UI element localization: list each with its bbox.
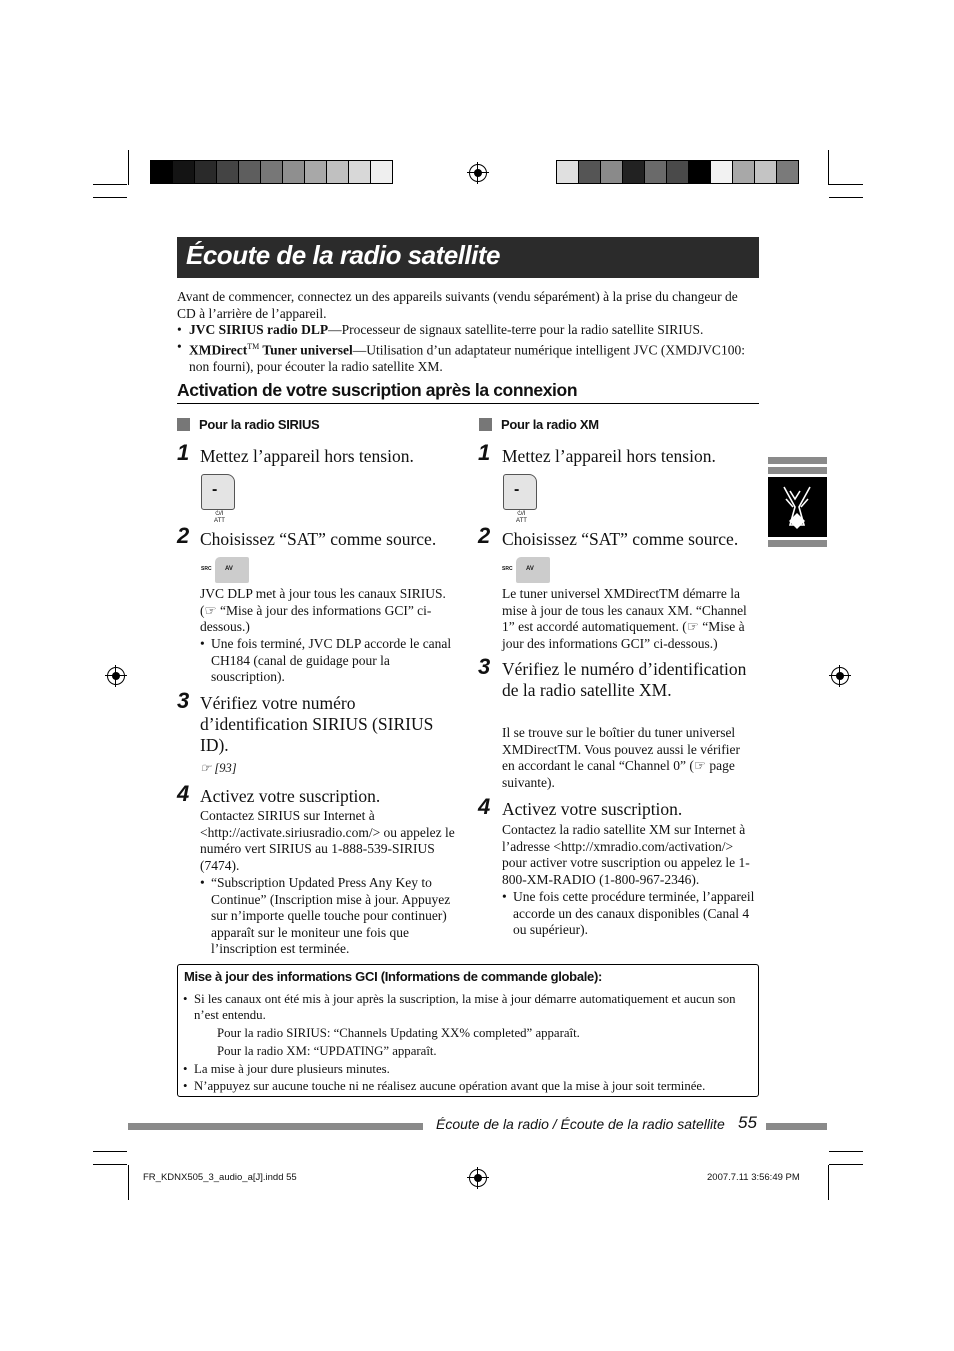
trademark: TM [247, 341, 260, 351]
crop-mark [93, 184, 127, 185]
step-number: 4 [177, 781, 190, 806]
xm-step4-bullet: • Une fois cette procédure terminée, l’appareil accorde un des canaux disponibles (Canal 4 ou supérieur). [502, 889, 755, 937]
bullet-text: —Processeur de signaux satellite-terre pour la radio satellite SIRIUS. [328, 322, 704, 337]
footer-bar [128, 1123, 423, 1130]
xm-step2: Choisissez “SAT” comme source. [502, 529, 739, 549]
side-tab-stripe [768, 457, 827, 464]
crop-mark [128, 150, 129, 185]
page-title: Écoute de la radio satellite [186, 240, 500, 270]
crop-mark [93, 1164, 127, 1165]
gci-info-box [177, 964, 759, 1097]
step-number: 3 [478, 654, 491, 679]
sirius-step2-bullet: • Une fois terminé, JVC DLP accorde le canal CH184 (canal de guidage pour la souscription). [200, 636, 452, 684]
subheading-text: Pour la radio SIRIUS [199, 417, 320, 432]
xm-step4-text: Contactez la radio satellite XM sur Internet à l’adresse <http://xmradio.com/activation/> pour activer votre suscription ou appelez le 1-800-XM-RADIO (1-800-967-2346). [502, 822, 750, 887]
minus-label: - [514, 481, 520, 498]
xm-step3: Vérifiez le numéro d’identification de la radio satellite XM. [502, 659, 747, 700]
crop-mark [93, 1151, 127, 1152]
xm-step2-text: Le tuner universel XMDirectTM démarre la mise à jour de tous les canaux XM. “Channel 1” est accordé automatiquement. (☞ “Mise à jour des informations GCI” ci-dessous.) [502, 586, 747, 651]
step-number: 2 [177, 523, 190, 548]
step-number: 2 [478, 523, 491, 548]
intro [177, 289, 759, 375]
sirius-step3-ref[interactable]: ☞ [93] [200, 761, 237, 775]
registration-mark [107, 667, 125, 685]
crop-mark [829, 197, 863, 198]
crop-mark [828, 150, 829, 185]
intro-bullet: • JVC SIRIUS radio DLP—Processeur de signaux satellite-terre pour la radio satellite SIRIUS. [177, 322, 704, 337]
color-bar-right [556, 160, 799, 184]
gci-bullet: • N’appuyez sur aucune touche ni ne réalisez aucune opération avant que la mise à jour soit terminée. [183, 1079, 706, 1093]
gci-line-sirius: Pour la radio SIRIUS: “Channels Updating XX% completed” apparaît. [217, 1026, 580, 1040]
subheading-text: Pour la radio XM [501, 417, 599, 432]
crop-mark [829, 184, 863, 185]
registration-mark [469, 1169, 487, 1187]
side-tab-stripe [768, 467, 827, 474]
square-icon [479, 418, 492, 431]
crop-mark [93, 197, 127, 198]
step-number: 1 [177, 440, 190, 465]
intro-text: Avant de commencer, connectez un des appareils suivants (vendu séparément) à la prise du changeur de CD à l’arrière de l’appareil. [177, 289, 738, 321]
crop-mark [829, 1151, 863, 1152]
power-button[interactable] [503, 474, 537, 510]
src-label: SRC [201, 566, 212, 572]
section-heading: Activation de votre suscription après la connexion [177, 380, 759, 404]
minus-label: - [212, 481, 218, 498]
src-label: SRC [502, 566, 513, 572]
footer-bar [766, 1123, 827, 1130]
power-button[interactable] [201, 474, 235, 510]
crop-mark [829, 1164, 863, 1165]
xm-step4: Activez votre suscription. [502, 799, 683, 819]
bullet-bold: JVC SIRIUS radio DLP [189, 322, 329, 337]
bullet-text: —Utilisation d’un adaptateur numérique intelligent JVC (XMDJVC100: non fourni), pour écouter la radio satellite XM. [189, 342, 745, 374]
src-av-button[interactable] [201, 557, 253, 583]
sirius-step1: Mettez l’appareil hors tension. [200, 446, 414, 466]
sirius-step4: Activez votre suscription. [200, 786, 381, 806]
crop-mark [128, 1165, 129, 1200]
sirius-step4-text: Contactez SIRIUS sur Internet à <http://activate.siriusradio.com/> ou appelez le numéro vert SIRIUS au 1-888-539-SIRIUS (7474). [200, 808, 455, 873]
slug-file: FR_KDNX505_3_audio_a[J].indd 55 [143, 1172, 297, 1183]
gci-heading: Mise à jour des informations GCI (Informations de commande globale): [184, 969, 603, 984]
footer-section: Écoute de la radio / Écoute de la radio satellite [436, 1116, 725, 1132]
step-number: 3 [177, 688, 190, 713]
sirius-subheading [177, 417, 319, 432]
step-number: 4 [478, 794, 491, 819]
sirius-step3: Vérifiez votre numéro d’identification SIRIUS (SIRIUS ID). [200, 693, 434, 755]
gci-bullet: • Si les canaux ont été mis à jour après la suscription, la mise à jour démarre automatiquement et aucun son n’est entendu. [183, 992, 736, 1022]
intro-bullet: • XMDirect™ Tuner universel—Utilisation d’un adaptateur numérique intelligent JVC (XMDJVC100: non fourni), pour écouter la radio satellite XM. [177, 338, 745, 374]
color-bar-left [150, 160, 393, 184]
gci-bullet: • La mise à jour dure plusieurs minutes. [183, 1062, 390, 1076]
sirius-step4-bullet: • “Subscription Updated Press Any Key to Continue” (Inscription mise à jour. Appuyez sur n’importe quelle touche pour continuer) apparaît sur le moniteur une fois que l’inscription est terminée. [200, 875, 451, 956]
power-icon: ⏻/I ATT [214, 511, 225, 524]
sirius-step2-text: JVC DLP met à jour tous les canaux SIRIUS. (☞ “Mise à jour des informations GCI” ci-dessous.) [200, 586, 446, 634]
square-icon [177, 418, 190, 431]
av-label: AV [526, 566, 534, 572]
title-bar [177, 237, 759, 278]
power-icon: ⏻/I ATT [516, 511, 527, 524]
sirius-step2: Choisissez “SAT” comme source. [200, 529, 437, 549]
gci-line-xm: Pour la radio XM: “UPDATING” apparaît. [217, 1044, 437, 1058]
step-number: 1 [478, 440, 491, 465]
src-av-button[interactable] [502, 557, 554, 583]
side-tab-stripe [768, 540, 827, 547]
bullet-bold: XMDirect [189, 342, 248, 357]
bullet-bold: Tuner universel [259, 342, 353, 357]
av-label: AV [225, 566, 233, 572]
xm-step1: Mettez l’appareil hors tension. [502, 446, 716, 466]
antenna-icon [768, 477, 827, 537]
page-number: 55 [738, 1113, 757, 1132]
registration-mark [469, 164, 487, 182]
crop-mark [828, 1165, 829, 1200]
xm-subheading [479, 417, 599, 432]
xm-step3-text: Il se trouve sur le boîtier du tuner universel XMDirectTM. Vous pouvez aussi le vérifier en accordant le canal “Channel 0” (☞ page suivante). [502, 725, 740, 790]
slug-date: 2007.7.11 3:56:49 PM [707, 1172, 800, 1183]
registration-mark [831, 667, 849, 685]
